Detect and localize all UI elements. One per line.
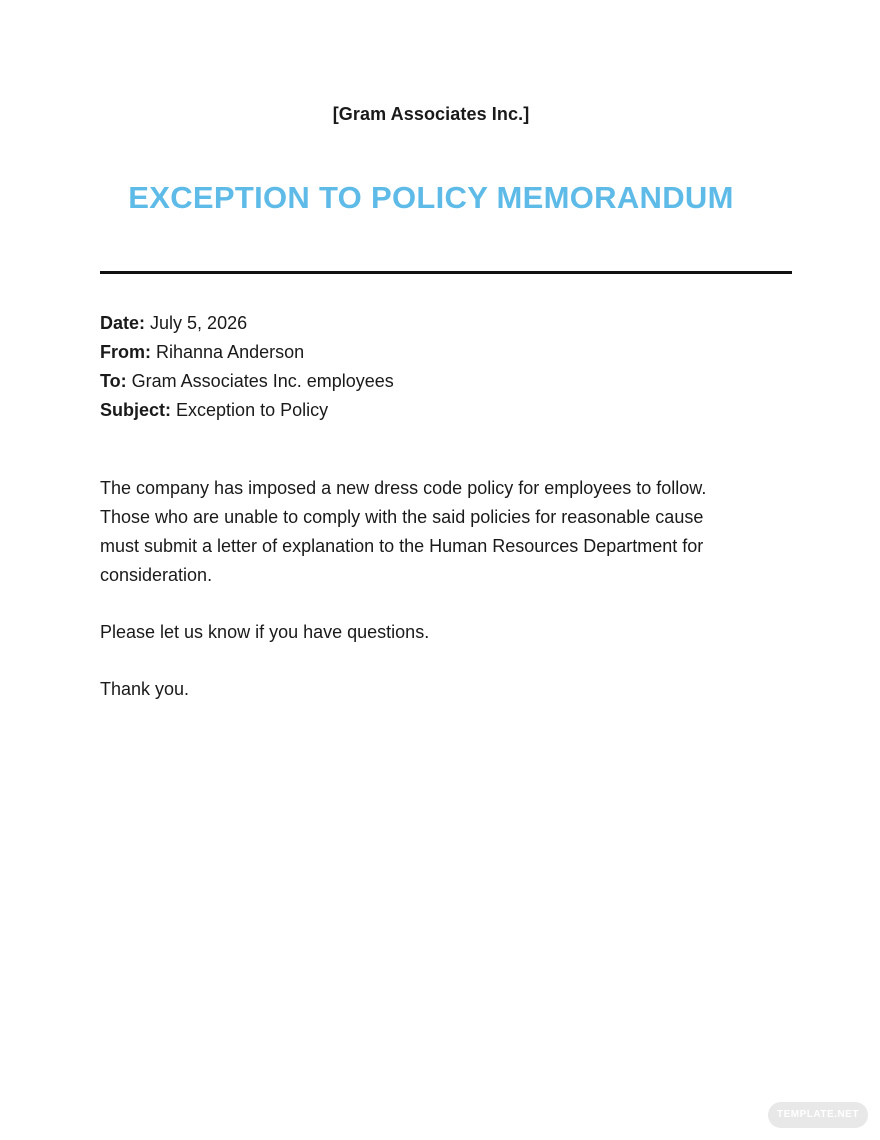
date-value: July 5, 2026	[150, 313, 248, 333]
to-value: Gram Associates Inc. employees	[131, 371, 394, 391]
memo-title: EXCEPTION TO POLICY MEMORANDUM	[128, 180, 734, 215]
from-label: From:	[100, 342, 151, 362]
subject-value: Exception to Policy	[176, 400, 329, 420]
subject-label: Subject:	[100, 400, 172, 420]
body-line: consideration.	[100, 565, 213, 585]
memo-meta	[100, 309, 394, 425]
memo-body	[100, 474, 760, 732]
date-row	[100, 309, 394, 338]
body-line: The company has imposed a new dress code policy for employees to follow.	[100, 478, 707, 498]
company-name: [Gram Associates Inc.]	[332, 104, 530, 124]
body-line: must submit a letter of explanation to the Human Resources Department for	[100, 536, 704, 556]
body-paragraph-2: Please let us know if you have questions.	[100, 622, 430, 642]
from-value: Rihanna Anderson	[156, 342, 305, 362]
date-label: Date:	[100, 313, 146, 333]
to-label: To:	[100, 371, 127, 391]
body-line: Those who are unable to comply with the said policies for reasonable cause	[100, 507, 704, 527]
header-divider	[100, 271, 792, 274]
body-paragraph-1	[100, 474, 760, 590]
template-watermark: TEMPLATE.NET	[768, 1102, 868, 1128]
closing-line: Thank you.	[100, 679, 190, 699]
to-row	[100, 367, 394, 396]
subject-row	[100, 396, 394, 425]
from-row	[100, 338, 394, 367]
